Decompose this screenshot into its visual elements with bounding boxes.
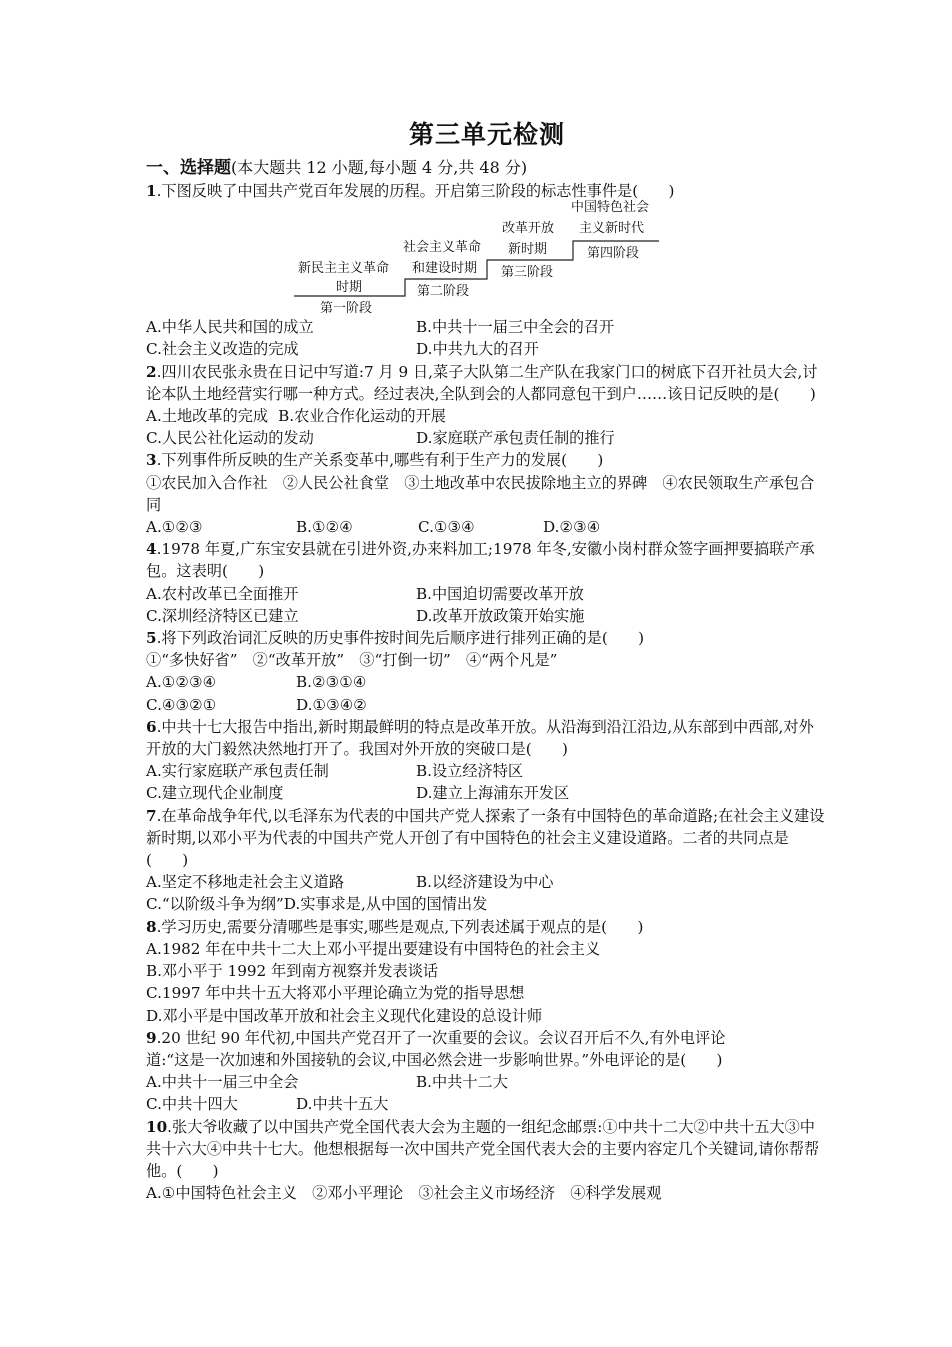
stage-4-label: 第四阶段: [587, 246, 640, 262]
question-stem: .1978 年夏,广东宝安县就在引进外资,办来料加工;1978 年冬,安徽小岗村群众签字画押要搞联产承包。这表明( ): [146, 540, 815, 581]
question-number: 3: [146, 451, 157, 470]
option-b[interactable]: B.中国迫切需要改革开放: [416, 584, 584, 603]
option-a[interactable]: A.①②③④: [146, 673, 217, 692]
question-number: 5: [146, 629, 157, 648]
staircase-lines: [146, 202, 826, 316]
stage-3-title-a: 改革开放: [502, 221, 555, 237]
section-note: (本大题共 12 小题,每小题 4 分,共 48 分): [231, 158, 528, 177]
option-b[interactable]: B.设立经济特区: [416, 762, 524, 781]
stage-3-label: 第三阶段: [501, 265, 554, 281]
question-5: [146, 627, 826, 649]
question-number: 7: [146, 806, 157, 825]
option-c[interactable]: C.1997 年中共十五大将邓小平理论确立为党的指导思想: [146, 984, 525, 1003]
option-a[interactable]: A.中华人民共和国的成立: [146, 318, 314, 337]
option-d[interactable]: D.中共九大的召开: [416, 340, 539, 359]
question-1: [146, 180, 826, 202]
question-3: [146, 449, 826, 471]
question-number: 9: [146, 1028, 157, 1047]
question-stem: .下图反映了中国共产党百年发展的历程。开启第三阶段的标志性事件是( ): [156, 182, 675, 200]
options-row: [146, 427, 826, 449]
question-stem: .四川农民张永贵在日记中写道:7 月 9 日,菜子大队第二生产队在我家门口的树底下召开社员大会,讨论本队土地经营实行哪一种方式。经过表决,全队到会的人都同意包干到户……该日记反映的是( ): [146, 362, 818, 403]
stage-1-title-b: 时期: [336, 280, 363, 296]
option-a[interactable]: A.①中国特色社会主义 ②邓小平理论 ③社会主义市场经济 ④科学发展观: [146, 1184, 662, 1203]
section-heading: [146, 156, 826, 180]
option-d[interactable]: D.②③④: [543, 518, 601, 537]
question-10: [146, 1116, 826, 1183]
option-d[interactable]: D.中共十五大: [296, 1095, 389, 1114]
option-d[interactable]: D.①③④②: [296, 695, 367, 714]
option-c[interactable]: C.社会主义改造的完成: [146, 340, 299, 359]
option-d[interactable]: D.邓小平是中国改革开放和社会主义现代化建设的总设计师: [146, 1006, 543, 1025]
options-row: [146, 583, 826, 605]
question-4: [146, 538, 826, 582]
stage-3-title-b: 新时期: [508, 242, 548, 258]
question-number: 2: [146, 362, 157, 381]
option-a[interactable]: A.农村改革已全面推开: [146, 584, 299, 603]
options-row: [146, 871, 826, 893]
option-c[interactable]: C.人民公社化运动的发动: [146, 429, 314, 448]
question-stem: .中共十七大报告中指出,新时期最鲜明的特点是改革开放。从沿海到沿江沿边,从东部到中西部,对外开放的大门毅然决然地打开了。我国对外开放的突破口是( ): [146, 717, 814, 759]
question-number: 4: [146, 540, 157, 559]
question-8: [146, 916, 826, 938]
option-c[interactable]: C.深圳经济特区已建立: [146, 606, 299, 625]
options-row: [146, 338, 826, 360]
options-row: [146, 1093, 826, 1115]
document-page: [146, 118, 826, 1204]
question-stem: .将下列政治词汇反映的历史事件按时间先后顺序进行排列正确的是( ): [156, 629, 645, 648]
option-c[interactable]: C.①③④: [418, 518, 475, 537]
stage-2-title-b: 和建设时期: [412, 261, 478, 277]
option-a[interactable]: A.土地改革的完成: [146, 407, 269, 426]
options-row: [146, 316, 826, 338]
page-title: 第三单元检测: [408, 120, 565, 149]
question-6: [146, 716, 826, 760]
question-stem: .20 世纪 90 年代初,中国共产党召开了一次重要的会议。会议召开后不久,有外电评论: [156, 1028, 726, 1047]
question-number: 10: [146, 1117, 168, 1136]
option-a[interactable]: A.①②③: [146, 518, 203, 537]
option-b[interactable]: B.农业合作化运动的开展: [278, 407, 446, 426]
question-number: 1: [146, 182, 157, 200]
option-b[interactable]: B.中共十二大: [416, 1073, 508, 1092]
question-3-items: ①农民加入合作社 ②人民公社食堂 ③土地改革中农民拔除地主立的界碑 ④农民领取生产承包合同: [146, 473, 815, 514]
options-row: [146, 605, 826, 627]
option-c[interactable]: C.“以阶级斗争为纲”: [146, 895, 284, 914]
options-row: [146, 516, 826, 538]
question-7: [146, 805, 826, 872]
option-b[interactable]: B.①②④: [296, 518, 353, 537]
option-a[interactable]: A.1982 年在中共十二大上邓小平提出要建设有中国特色的社会主义: [146, 939, 601, 958]
section-title: 一、选择题: [146, 158, 231, 178]
options-row: [146, 405, 826, 427]
options-row: [146, 671, 826, 693]
stage-staircase-diagram: [146, 202, 826, 316]
question-stem: .在革命战争年代,以毛泽东为代表的中国共产党人探索了一条有中国特色的革命道路;在社会主义建设新时期,以邓小平为代表的中国共产党人开创了有中国特色的社会主义建设道路。二者的共同点是( ): [146, 806, 825, 870]
option-b[interactable]: B.以经济建设为中心: [416, 873, 554, 892]
option-b[interactable]: B.邓小平于 1992 年到南方视察并发表谈话: [146, 962, 439, 981]
question-number: 6: [146, 717, 157, 736]
stage-2-label: 第二阶段: [417, 284, 470, 300]
option-d[interactable]: D.家庭联产承包责任制的推行: [416, 429, 615, 448]
options-row: [146, 694, 826, 716]
question-stem: .学习历史,需要分清哪些是事实,哪些是观点,下列表述属于观点的是( ): [156, 917, 644, 936]
option-a[interactable]: A.中共十一届三中全会: [146, 1073, 299, 1092]
options-row: [146, 1071, 826, 1093]
question-stem: .张大爷收藏了以中国共产党全国代表大会为主题的一组纪念邮票:①中共十二大②中共十五大③中共十六大④中共十七大。他想根据每一次中国共产党全国代表大会的主要内容定几个关键词,请你帮帮他。( ): [146, 1117, 820, 1180]
question-9-cont: 道:“这是一次加速和外国接轨的会议,中国必然会进一步影响世界。”外电评论的是( ): [146, 1050, 723, 1069]
option-d[interactable]: D.实事求是,从中国的国情出发: [283, 895, 488, 914]
option-a[interactable]: A.实行家庭联产承包责任制: [146, 762, 329, 781]
option-c[interactable]: C.建立现代企业制度: [146, 784, 284, 803]
stage-1-label: 第一阶段: [320, 301, 373, 317]
options-row: [146, 893, 826, 915]
question-2: [146, 361, 826, 405]
options-row: [146, 782, 826, 804]
option-c[interactable]: C.中共十四大: [146, 1095, 238, 1114]
stage-2-title-a: 社会主义革命: [403, 240, 482, 256]
question-number: 8: [146, 917, 157, 936]
option-b[interactable]: B.②③①④: [296, 673, 367, 692]
option-d[interactable]: D.建立上海浦东开发区: [416, 784, 570, 803]
option-b[interactable]: B.中共十一届三中全会的召开: [416, 318, 615, 337]
stage-1-title-a: 新民主主义革命: [298, 261, 390, 277]
question-9: [146, 1027, 826, 1049]
question-5-items: ①“多快好省” ②“改革开放” ③“打倒一切” ④“两个凡是”: [146, 651, 558, 670]
stage-4-title-a: 中国特色社会: [571, 200, 650, 216]
question-stem: .下列事件所反映的生产关系变革中,哪些有利于生产力的发展( ): [156, 451, 604, 470]
options-row: [146, 760, 826, 782]
option-d[interactable]: D.改革开放政策开始实施: [416, 606, 585, 625]
option-a[interactable]: A.坚定不移地走社会主义道路: [146, 873, 345, 892]
option-c[interactable]: C.④③②①: [146, 695, 217, 714]
stage-4-title-b: 主义新时代: [579, 221, 645, 237]
